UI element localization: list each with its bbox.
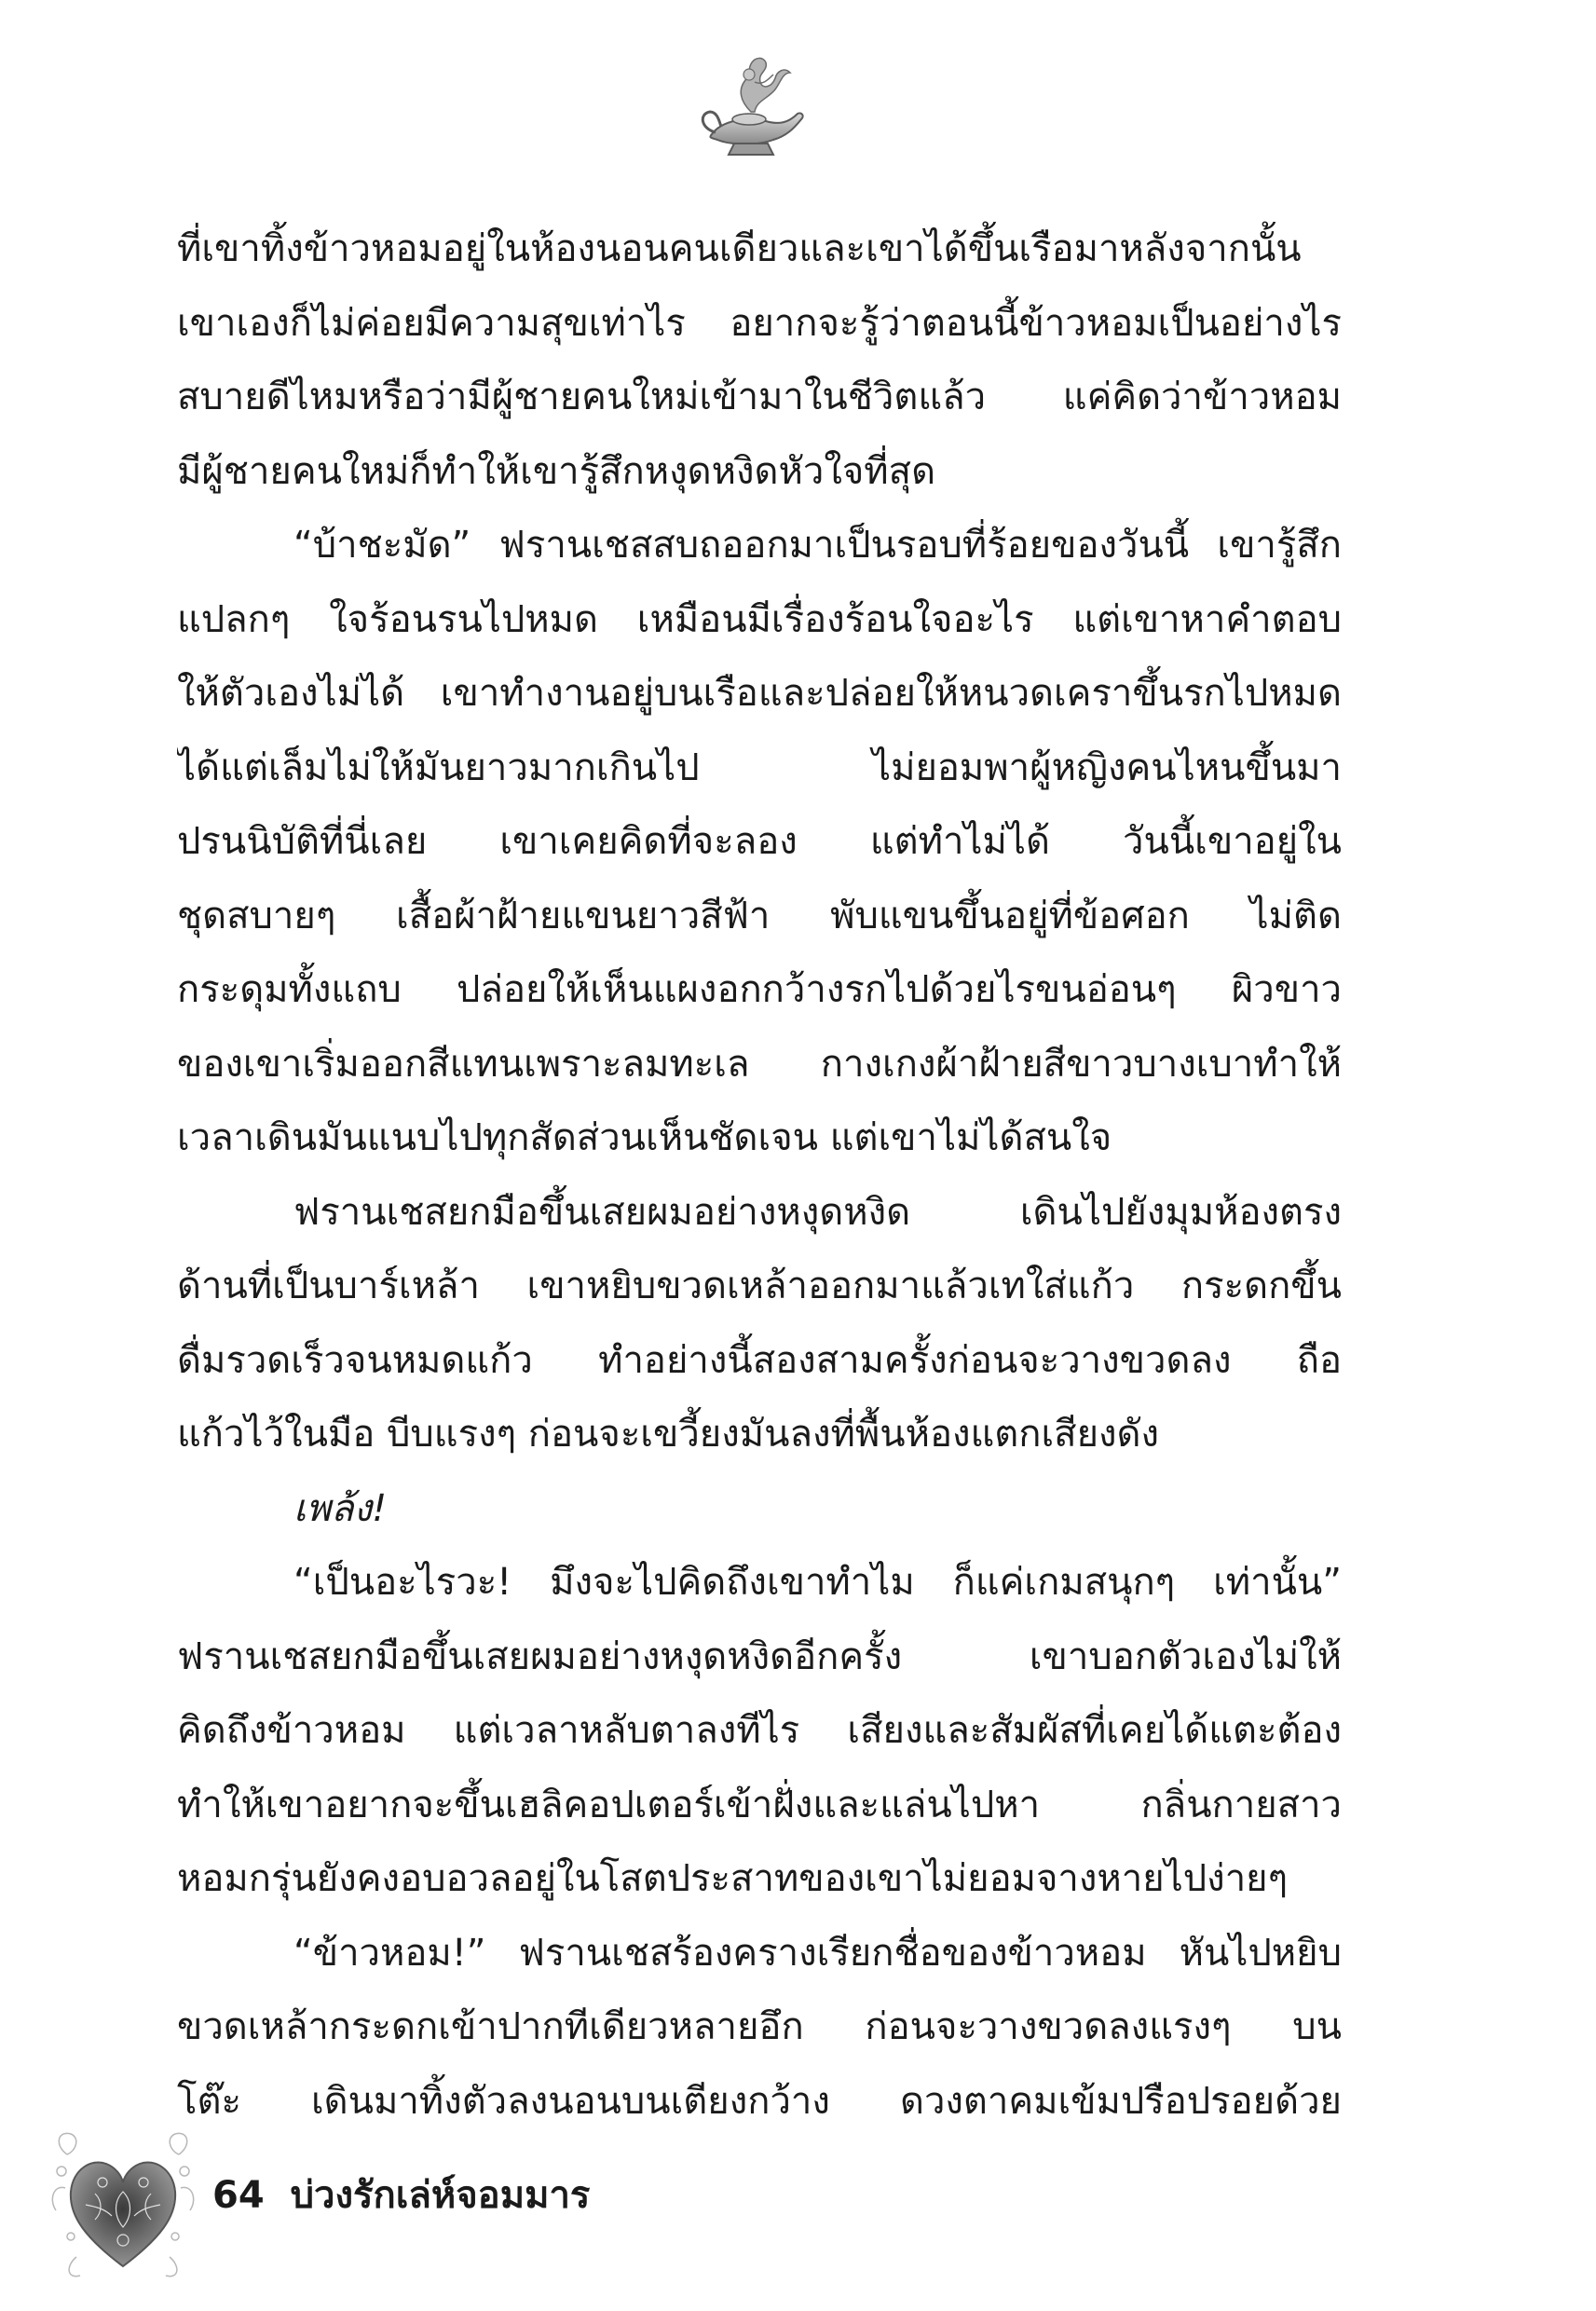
- text-line: ฟรานเชสยกมือขึ้นเสยผมอย่างหงุดหงิดอีกครั้ง เขาบอกตัวเองไม่ให้: [177, 1634, 1342, 1678]
- text-line: ฟรานเชสยกมือขึ้นเสยผมอย่างหงุดหงิด เดินไปยังมุมห้องตรง: [293, 1190, 1342, 1234]
- text-line: “บ้าชะมัด” ฟรานเชสสบถออกมาเป็นรอบที่ร้อยของวันนี้ เขารู้สึก: [293, 524, 1342, 567]
- text-line: ด้านที่เป็นบาร์เหล้า เขาหยิบขวดเหล้าออกมาแล้วเทใส่แก้ว กระดกขึ้น: [177, 1265, 1342, 1307]
- text-line: ดื่มรวดเร็วจนหมดแก้ว ทำอย่างนี้สองสามครั้งก่อนจะวางขวดลง ถือ: [177, 1338, 1342, 1382]
- text-line: ชุดสบายๆ เสื้อผ้าฝ้ายแขนยาวสีฟ้า พับแขนขึ้นอยู่ที่ข้อศอก ไม่ติด: [177, 894, 1342, 937]
- text-line: แปลกๆ ใจร้อนรนไปหมด เหมือนมีเรื่องร้อนใจอะไร แต่เขาหาคำตอบ: [177, 597, 1342, 641]
- page-number: 64: [212, 2174, 265, 2217]
- text-line: คิดถึงข้าวหอม แต่เวลาหลับตาลงทีไร เสียงและสัมผัสที่เคยได้แตะต้อง: [177, 1709, 1342, 1752]
- page-footer: [212, 2167, 590, 2223]
- text-line: เพล้ง!: [293, 1486, 388, 1530]
- text-line: ให้ตัวเองไม่ได้ เขาทำงานอยู่บนเรือและปล่อยให้หนวดเคราขึ้นรกไปหมด: [177, 672, 1342, 715]
- book-title: บ่วงรักเล่ห์จอมมาร: [290, 2174, 591, 2217]
- text-line: ของเขาเริ่มออกสีแทนเพราะลมทะเล กางเกงผ้าฝ้ายสีขาวบางเบาทำให้: [177, 1042, 1342, 1086]
- text-line: ที่เขาทิ้งข้าวหอมอยู่ในห้องนอนคนเดียวและเขาได้ขึ้นเรือมาหลังจากนั้น: [177, 227, 1302, 270]
- text-line: แก้วไว้ในมือ บีบแรงๆ ก่อนจะเขวี้ยงมันลงที่พื้นห้องแตกเสียงดัง: [177, 1413, 1160, 1456]
- text-line: ทำให้เขาอยากจะขึ้นเฮลิคอปเตอร์เข้าฝั่งและแล่นไปหา กลิ่นกายสาว: [177, 1783, 1342, 1826]
- body-text: [177, 212, 1342, 2139]
- text-line: สบายดีไหมหรือว่ามีผู้ชายคนใหม่เข้ามาในชีวิตแล้ว แค่คิดว่าข้าวหอม: [177, 376, 1342, 418]
- text-line: “เป็นอะไรวะ! มึงจะไปคิดถึงเขาทำไม ก็แค่เกมสนุกๆ เท่านั้น”: [293, 1561, 1342, 1604]
- text-line: โต๊ะ เดินมาทิ้งตัวลงนอนบนเตียงกว้าง ดวงตาคมเข้มปรือปรอยด้วย: [177, 2079, 1342, 2123]
- text-line: เวลาเดินมันแนบไปทุกสัดส่วนเห็นชัดเจน แต่เขาไม่ได้สนใจ: [177, 1116, 1112, 1159]
- text-line: มีผู้ชายคนใหม่ก็ทำให้เขารู้สึกหงุดหงิดหัวใจที่สุด: [177, 449, 936, 493]
- lace-heart-icon: [48, 2126, 198, 2285]
- text-line: ได้แต่เล็มไม่ให้มันยาวมากเกินไป ไม่ยอมพาผู้หญิงคนไหนขึ้นมา: [177, 745, 1342, 789]
- text-line: เขาเองก็ไม่ค่อยมีความสุขเท่าไร อยากจะรู้ว่าตอนนี้ข้าวหอมเป็นอย่างไร: [177, 301, 1342, 345]
- text-line: กระดุมทั้งแถบ ปล่อยให้เห็นแผงอกกว้างรกไปด้วยไรขนอ่อนๆ ผิวขาว: [177, 968, 1342, 1011]
- text-line: “ข้าวหอม!” ฟรานเชสร้องครางเรียกชื่อของข้าวหอม หันไปหยิบ: [293, 1931, 1342, 1975]
- text-line: ขวดเหล้ากระดกเข้าปากทีเดียวหลายอึก ก่อนจะวางขวดลงแรงๆ บน: [177, 2005, 1342, 2048]
- text-line: ปรนนิบัติที่นี่เลย เขาเคยคิดที่จะลอง แต่ทำไม่ได้ วันนี้เขาอยู่ใน: [177, 820, 1342, 863]
- genie-lamp-icon: [693, 54, 814, 166]
- text-line: หอมกรุ่นยังคงอบอวลอยู่ในโสตประสาทของเขาไม่ยอมจางหายไปง่ายๆ: [177, 1857, 1289, 1900]
